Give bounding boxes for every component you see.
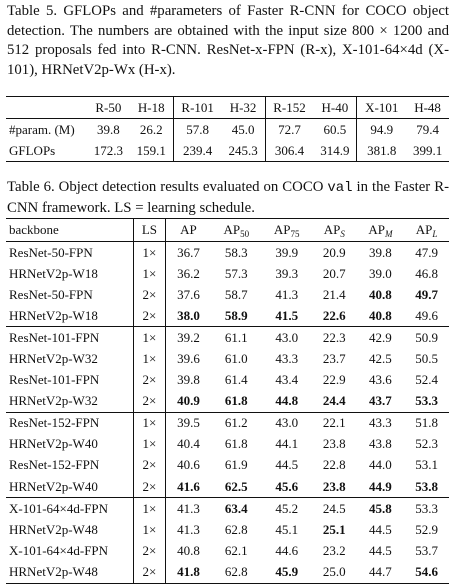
- table6-value-cell: 39.3: [275, 265, 299, 281]
- table6-backbone-cell: HRNetV2p-W40: [6, 476, 134, 498]
- table6-ls-cell: 1×: [134, 434, 166, 455]
- table5-cell: 245.3: [228, 142, 258, 158]
- table6-ls-cell: 2×: [134, 391, 166, 413]
- table6-value-cell: 53.3: [415, 500, 438, 516]
- table6-backbone-cell: ResNet-50-FPN: [9, 286, 93, 302]
- table6-header-subscript: S: [340, 228, 345, 239]
- table6-value-cell: 43.7: [357, 391, 404, 413]
- table6-value-cell: 43.3: [275, 351, 299, 367]
- table6-header-cell: [404, 219, 449, 242]
- table5-cell: 159.1: [136, 142, 166, 158]
- table6-caption-code: val: [327, 180, 353, 196]
- table5-header-cell: H-18: [130, 97, 174, 119]
- table5-header-cell: R-50: [87, 97, 130, 119]
- table5-cell: 45.0: [231, 121, 255, 137]
- table6-backbone-cell: ResNet-101-FPN: [9, 372, 100, 388]
- table6-value-cell: 22.3: [322, 329, 346, 345]
- table6-value-cell: 62.8: [224, 521, 248, 537]
- table6-value-cell: 36.7: [165, 242, 211, 264]
- table6-value-cell: 61.8: [211, 391, 261, 413]
- table6-header-subscript: 50: [240, 228, 250, 239]
- table6-row: [6, 412, 449, 434]
- table6-value-cell: 23.8: [322, 436, 346, 452]
- table6-value-cell: 52.9: [415, 521, 438, 537]
- table6-value-cell: 40.8: [369, 286, 392, 302]
- table6-value-cell: 57.3: [224, 265, 248, 281]
- table6-backbone-cell: ResNet-152-FPN: [9, 457, 100, 473]
- table6-ls-cell: 1×: [134, 242, 166, 264]
- table5-corner-cell: [6, 97, 87, 119]
- table6-value-cell: 51.8: [415, 415, 438, 431]
- table6-ls-cell: 1×: [134, 498, 166, 520]
- table5-caption-text: Table 5. GFLOPs and #parameters of Faster R-CNN for COCO object detection. The numbers are obtained with the input size 800 × 1200 and 512 proposals fed into R-CNN. ResNet-x-FPN (R-x), X-101-64×4d (X-101), HRNetV2p-Wx (H-x).: [7, 3, 449, 78]
- table6-row: [6, 519, 449, 540]
- table6-value-cell: 62.5: [211, 476, 261, 498]
- table6-value-cell: 23.7: [322, 351, 346, 367]
- table6-value-cell: 52.3: [415, 436, 438, 452]
- table6-header-cell: [357, 219, 404, 242]
- table6-row: [6, 327, 449, 349]
- table6-value-cell: 40.9: [165, 391, 211, 413]
- table6-value-cell: 39.8: [165, 370, 211, 391]
- table6-backbone-cell: HRNetV2p-W48: [9, 563, 98, 579]
- table6-header-cell: AP: [165, 219, 211, 242]
- table6-value-cell: 36.2: [165, 263, 211, 284]
- table6-value-cell: 61.0: [224, 351, 248, 367]
- table6-value-cell: 45.2: [275, 500, 299, 516]
- table6-backbone-cell: ResNet-50-FPN: [9, 244, 93, 260]
- table6-header-cell: LS: [134, 219, 166, 242]
- table6-value-cell: 58.7: [224, 286, 248, 302]
- table6-header-base: AP: [368, 221, 385, 237]
- table6-row: [6, 370, 449, 391]
- table6-ls-cell: 1×: [134, 519, 166, 540]
- table6-value-cell: 63.4: [224, 500, 248, 516]
- table6-ls-cell: 1×: [134, 327, 166, 349]
- table5-row: [6, 140, 449, 162]
- table6-value-cell: 54.6: [415, 563, 438, 579]
- table6-caption-suffix: in the Faster R-CNN framework. LS = learning schedule.: [7, 179, 449, 216]
- table6-header-subscript: 75: [290, 228, 300, 239]
- table6-detection-results: [6, 218, 449, 584]
- table6-ls-cell: 2×: [134, 561, 166, 583]
- table6-header-cell: [211, 219, 261, 242]
- table6-value-cell: 20.7: [322, 265, 346, 281]
- table6-value-cell: 52.4: [415, 372, 438, 388]
- table6-row: [6, 455, 449, 476]
- table5-row-label: GFLOPs: [9, 142, 56, 158]
- table6-backbone-cell: HRNetV2p-W18: [9, 265, 98, 281]
- table6-value-cell: 46.8: [415, 265, 438, 281]
- table6-value-cell: 50.9: [415, 329, 438, 345]
- table6-backbone-cell: ResNet-101-FPN: [9, 329, 100, 345]
- table6-value-cell: 22.8: [322, 457, 346, 473]
- table6-value-cell: 53.3: [404, 391, 449, 413]
- table6-row: [6, 391, 449, 413]
- table6-header-base: AP: [415, 221, 433, 237]
- table6-value-cell: 53.1: [415, 457, 438, 473]
- table6-ls-cell: 1×: [134, 348, 166, 369]
- table6-value-cell: 23.2: [322, 542, 346, 558]
- table6-value-cell: 62.1: [224, 542, 248, 558]
- table6-row: [6, 263, 449, 284]
- table5-header-cell: R-152: [265, 97, 313, 119]
- table5-header-cell: H-32: [222, 97, 266, 119]
- table6-value-cell: 22.1: [322, 415, 346, 431]
- table5-cell: 381.8: [357, 140, 406, 162]
- table6-value-cell: 61.1: [224, 329, 248, 345]
- table6-header-base: AP: [223, 221, 241, 237]
- table6-value-cell: 43.3: [369, 415, 392, 431]
- table5-caption: [7, 2, 449, 80]
- table6-value-cell: 22.9: [322, 372, 346, 388]
- table6-header-base: AP: [323, 221, 341, 237]
- table6-value-cell: 44.5: [369, 542, 392, 558]
- table6-value-cell: 24.4: [312, 391, 357, 413]
- table6-backbone-cell: HRNetV2p-W32: [9, 351, 98, 367]
- table6-value-cell: 58.9: [211, 305, 261, 327]
- table6-value-cell: 25.0: [322, 563, 346, 579]
- table6-backbone-cell: HRNetV2p-W18: [6, 305, 134, 327]
- table6-value-cell: 40.6: [165, 455, 211, 476]
- table6-value-cell: 24.5: [322, 500, 346, 516]
- table6-header-row: [6, 219, 449, 242]
- table5-cell: 306.4: [265, 140, 313, 162]
- table5-cell: 57.8: [173, 119, 221, 141]
- table6-header-base: AP: [273, 221, 291, 237]
- table6-value-cell: 45.8: [369, 500, 392, 516]
- table6-ls-cell: 2×: [134, 540, 166, 561]
- table6-value-cell: 39.0: [369, 265, 392, 281]
- table6-value-cell: 44.5: [275, 457, 299, 473]
- table6-header-subscript: M: [384, 228, 393, 239]
- table6-value-cell: 39.6: [165, 348, 211, 369]
- table6-value-cell: 45.9: [275, 563, 299, 579]
- table6-row: [6, 348, 449, 369]
- table6-value-cell: 42.5: [369, 351, 392, 367]
- table6-value-cell: 43.0: [275, 415, 299, 431]
- table6-value-cell: 50.5: [415, 351, 438, 367]
- table6-backbone-cell: HRNetV2p-W48: [9, 521, 98, 537]
- table6-header-cell: [312, 219, 357, 242]
- table6-ls-cell: 2×: [134, 305, 166, 327]
- table6-value-cell: 43.4: [275, 372, 299, 388]
- table6-value-cell: 45.6: [262, 476, 312, 498]
- table6-ls-cell: 1×: [134, 263, 166, 284]
- table6-value-cell: 44.7: [369, 563, 392, 579]
- table6-ls-cell: 2×: [134, 455, 166, 476]
- table6-value-cell: 43.0: [275, 329, 299, 345]
- table6-row: [6, 540, 449, 561]
- table5-gflops-params: [6, 96, 449, 162]
- table5-cell: 26.2: [139, 121, 163, 137]
- table5-cell: 172.3: [93, 142, 124, 158]
- table6-row: [6, 498, 449, 520]
- table6-value-cell: 43.8: [369, 436, 392, 452]
- table6-value-cell: 23.8: [312, 476, 357, 498]
- table5-cell: 60.5: [323, 121, 347, 137]
- table6-value-cell: 37.6: [165, 284, 211, 305]
- table6-row: [6, 284, 449, 305]
- table6-value-cell: 47.9: [415, 244, 438, 260]
- table6-value-cell: 58.3: [224, 244, 248, 260]
- table5-cell: 94.9: [357, 119, 406, 141]
- table6-value-cell: 44.1: [275, 436, 299, 452]
- table6-header-subscript: L: [432, 228, 438, 239]
- table6-backbone-cell: ResNet-152-FPN: [9, 415, 100, 431]
- table6-backbone-cell: X-101-64×4d-FPN: [9, 542, 109, 558]
- table6-ls-cell: 2×: [134, 370, 166, 391]
- table5-cell: 239.4: [173, 140, 221, 162]
- table5-header-cell: R-101: [173, 97, 221, 119]
- table6-value-cell: 40.8: [165, 540, 211, 561]
- table5-cell: 314.9: [320, 142, 350, 158]
- table6-row: [6, 476, 449, 498]
- table6-value-cell: 44.8: [262, 391, 312, 413]
- table6-value-cell: 44.6: [275, 542, 299, 558]
- table6-value-cell: 44.9: [357, 476, 404, 498]
- table5-row-label: #param. (M): [9, 121, 75, 137]
- table6-value-cell: 44.5: [369, 521, 392, 537]
- table5-row: [6, 119, 449, 141]
- table5-header-cell: X-101: [357, 97, 406, 119]
- table6-value-cell: 41.5: [262, 305, 312, 327]
- table6-row: [6, 434, 449, 455]
- table6-row: [6, 242, 449, 264]
- table6-value-cell: 39.9: [275, 244, 299, 260]
- table6-value-cell: 49.6: [404, 305, 449, 327]
- table6-caption-prefix: Table 6. Object detection results evaluated on COCO: [7, 179, 328, 195]
- table6-ls-cell: 1×: [134, 412, 166, 434]
- table6-header-cell: [262, 219, 312, 242]
- table6-value-cell: 41.6: [165, 476, 211, 498]
- table6-value-cell: 38.0: [165, 305, 211, 327]
- table6-backbone-cell: HRNetV2p-W32: [6, 391, 134, 413]
- table5-cell: 79.4: [416, 121, 439, 137]
- table6-value-cell: 44.0: [369, 457, 392, 473]
- table6-value-cell: 62.8: [224, 563, 248, 579]
- table6-header-cell: backbone: [6, 219, 134, 242]
- table6-value-cell: 43.6: [369, 372, 392, 388]
- table5-header-cell: H-48: [406, 97, 449, 119]
- table6-value-cell: 61.9: [224, 457, 248, 473]
- table6-value-cell: 25.1: [322, 521, 346, 537]
- table6-value-cell: 21.4: [322, 286, 346, 302]
- table6-value-cell: 45.1: [275, 521, 299, 537]
- table5-header-cell: H-40: [313, 97, 357, 119]
- table6-ls-cell: 2×: [134, 284, 166, 305]
- table6-value-cell: 41.3: [165, 498, 211, 520]
- table6-value-cell: 61.8: [224, 436, 248, 452]
- table6-value-cell: 42.9: [369, 329, 392, 345]
- table6-value-cell: 22.6: [312, 305, 357, 327]
- table6-caption: [7, 178, 449, 218]
- table5-cell: 399.1: [412, 142, 443, 158]
- table6-value-cell: 40.4: [165, 434, 211, 455]
- table6-value-cell: 53.7: [415, 542, 438, 558]
- table6-row: [6, 305, 449, 327]
- table6-value-cell: 41.8: [165, 561, 211, 583]
- table6-ls-cell: 2×: [134, 476, 166, 498]
- table6-value-cell: 20.9: [322, 244, 346, 260]
- table6-value-cell: 41.3: [275, 286, 299, 302]
- table5-cell: 72.7: [265, 119, 313, 141]
- table6-value-cell: 39.2: [165, 327, 211, 349]
- table6-value-cell: 39.5: [165, 412, 211, 434]
- table6-value-cell: 53.8: [404, 476, 449, 498]
- table6-value-cell: 61.4: [224, 372, 248, 388]
- table5-header-row: [6, 97, 449, 119]
- table6-value-cell: 49.7: [415, 286, 438, 302]
- table6-value-cell: 40.8: [357, 305, 404, 327]
- table6-backbone-cell: HRNetV2p-W40: [9, 436, 98, 452]
- table5-cell: 39.8: [97, 121, 120, 137]
- table6-value-cell: 41.3: [165, 519, 211, 540]
- table6-value-cell: 39.8: [369, 244, 392, 260]
- table6-value-cell: 61.2: [224, 415, 248, 431]
- table6-backbone-cell: X-101-64×4d-FPN: [9, 500, 109, 516]
